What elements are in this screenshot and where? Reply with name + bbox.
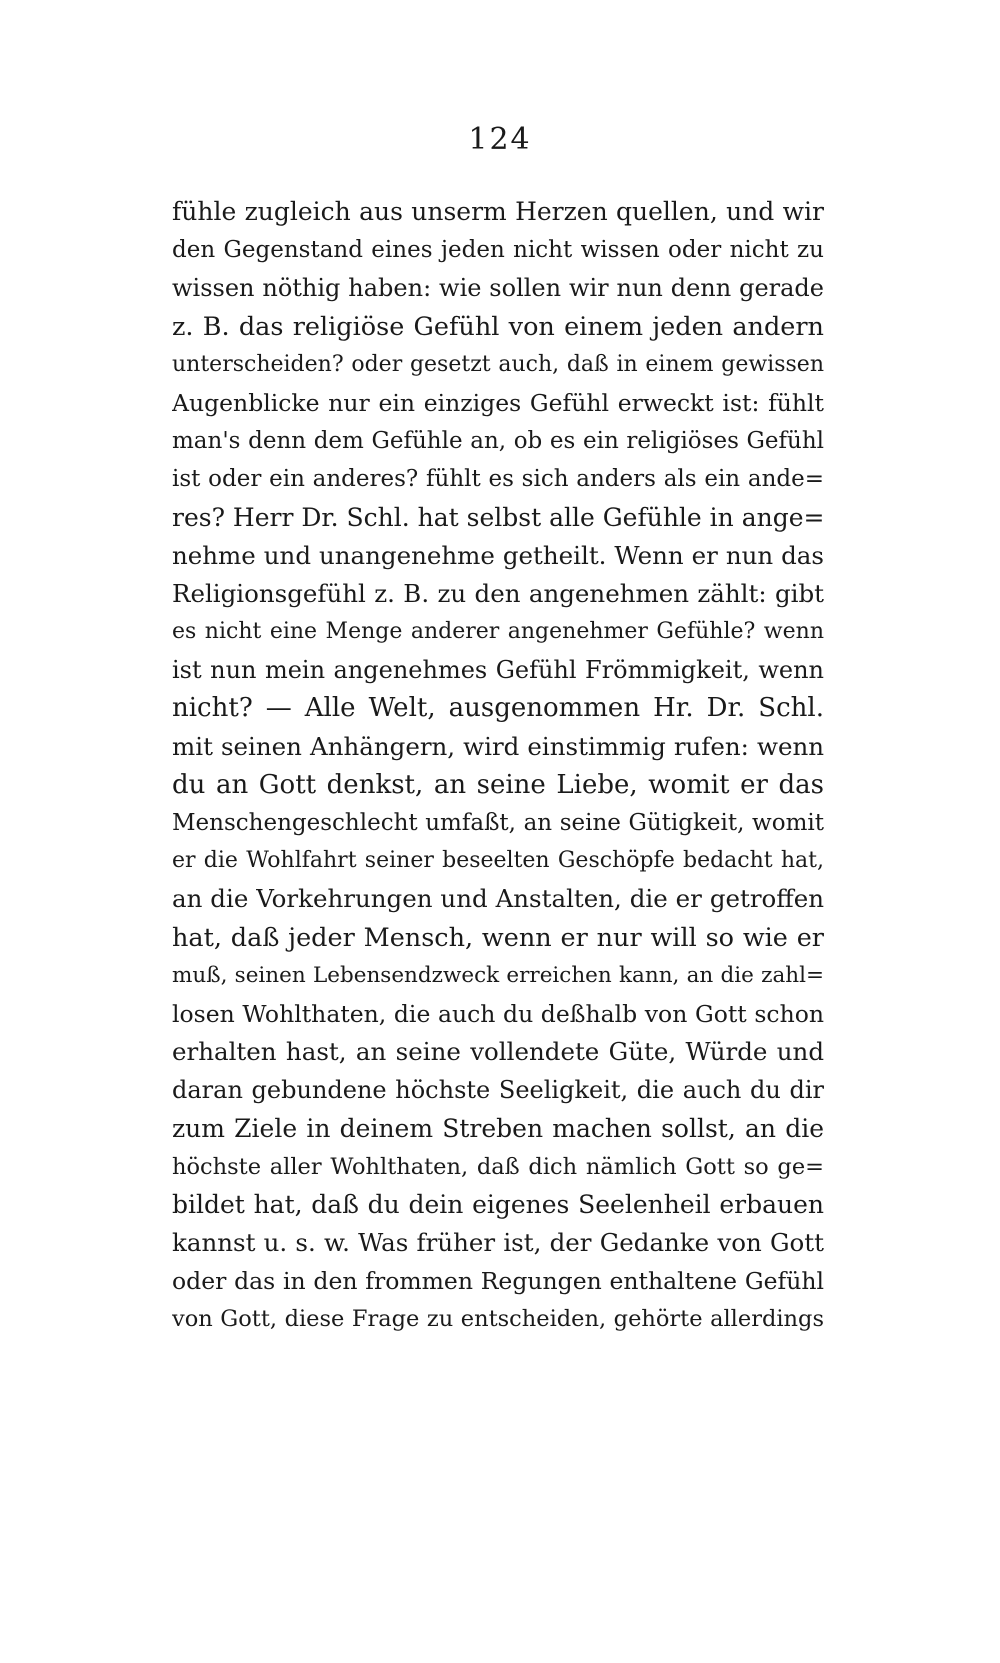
text-line: von Gott, diese Frage zu entscheiden, gehörte allerdings <box>172 1306 824 1333</box>
text-line: ist nun mein angenehmes Gefühl Frömmigkeit, wenn <box>172 656 824 685</box>
text-line: daran gebundene höchste Seeligkeit, die auch du dir <box>172 1076 824 1105</box>
text-line: z. B. das religiöse Gefühl von einem jeden andern <box>172 311 824 342</box>
text-line: mit seinen Anhängern, wird einstimmig rufen: wenn <box>172 731 824 761</box>
text-line: res? Herr Dr. Schl. hat selbst alle Gefühle in ange= <box>172 502 824 532</box>
text-line: hat, daß jeder Mensch, wenn er nur will so wie er <box>172 922 824 953</box>
text-line: unterscheiden? oder gesetzt auch, daß in einem gewissen <box>172 351 824 377</box>
text-line: oder das in den frommen Regungen enthaltene Gefühl <box>172 1267 824 1296</box>
text-line: kannst u. s. w. Was früher ist, der Gedanke von Gott <box>172 1228 824 1258</box>
text-line: nicht? — Alle Welt, ausgenommen Hr. Dr. Schl. <box>172 693 824 724</box>
text-line: den Gegenstand eines jeden nicht wissen oder nicht zu <box>172 237 824 264</box>
text-line: Religionsgefühl z. B. zu den angenehmen zählt: gibt <box>172 578 824 608</box>
page-number: 124 <box>468 122 532 157</box>
text-line: an die Vorkehrungen und Anstalten, die er getroffen <box>172 884 824 914</box>
text-line: man's denn dem Gefühle an, ob es ein religiöses Gefühl <box>172 428 824 455</box>
text-line: Menschengeschlecht umfaßt, an seine Gütigkeit, womit <box>172 810 824 836</box>
text-line: nehme und unangenehme getheilt. Wenn er nun das <box>172 540 824 570</box>
text-line: fühle zugleich aus unserm Herzen quellen, und wir <box>172 197 824 226</box>
text-line: muß, seinen Lebensendzweck erreichen kann, an die zahl= <box>172 962 824 988</box>
text-line: zum Ziele in deinem Streben machen sollst, an die <box>172 1113 824 1143</box>
text-line: wissen nöthig haben: wie sollen wir nun denn gerade <box>172 274 824 303</box>
text-line: losen Wohlthaten, die auch du deßhalb von Gott schon <box>172 999 824 1028</box>
text-line: ist oder ein anderes? fühlt es sich anders als ein ande= <box>172 466 824 493</box>
text-line: höchste aller Wohlthaten, daß dich nämlich Gott so ge= <box>172 1153 824 1180</box>
text-line: er die Wohlfahrt seiner beseelten Geschöpfe bedacht hat, <box>172 848 824 874</box>
text-line: Augenblicke nur ein einziges Gefühl erweckt ist: fühlt <box>172 388 824 417</box>
body-text <box>172 193 824 1339</box>
text-line: erhalten hast, an seine vollendete Güte, Würde und <box>172 1037 824 1067</box>
text-line: bildet hat, daß du dein eigenes Seelenheil erbauen <box>172 1189 824 1219</box>
text-line: es nicht eine Menge anderer angenehmer Gefühle? wenn <box>172 619 824 645</box>
text-line: du an Gott denkst, an seine Liebe, womit er das <box>172 769 824 800</box>
